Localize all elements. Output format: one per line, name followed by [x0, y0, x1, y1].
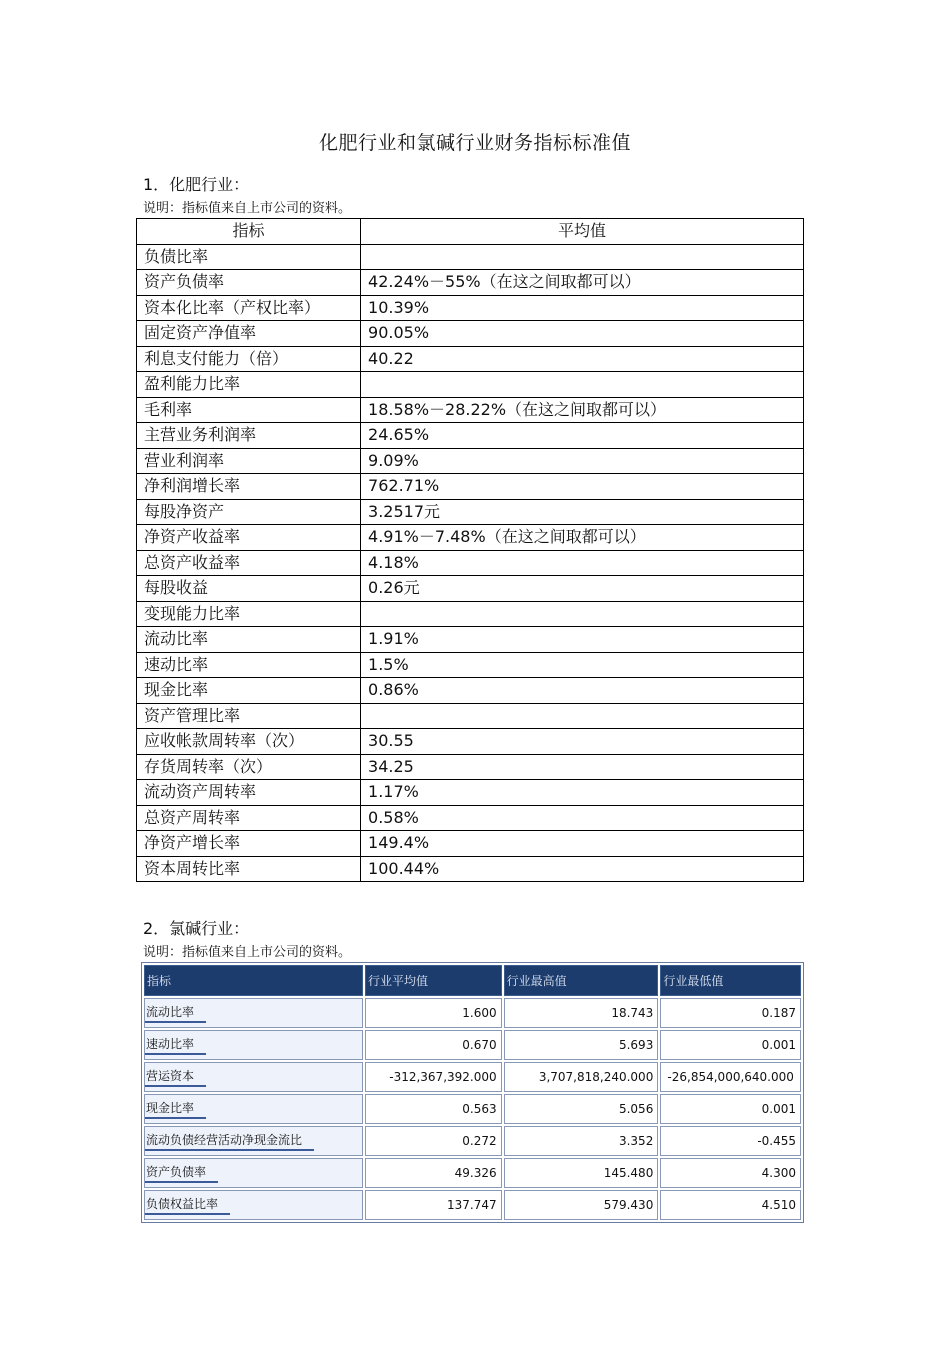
- industry-average-cell: 0.563: [365, 1094, 502, 1124]
- table-row: [137, 244, 804, 270]
- average-value-cell: [361, 244, 804, 270]
- table-row: [137, 627, 804, 653]
- indicator-name-cell: 流动资产周转率: [137, 780, 361, 806]
- table-row: [137, 780, 804, 806]
- indicator-name-cell: 资本周转比率: [137, 856, 361, 882]
- indicator-link[interactable]: 流动比率: [145, 1003, 206, 1023]
- indicator-name-cell: 每股净资产: [137, 499, 361, 525]
- average-value-cell: 90.05%: [361, 321, 804, 347]
- industry-average-cell: 0.272: [365, 1126, 502, 1156]
- indicator-name-cell: [144, 1158, 363, 1188]
- table-row: [144, 1126, 801, 1156]
- header-indicator: 指标: [137, 219, 361, 245]
- average-value-cell: 762.71%: [361, 474, 804, 500]
- industry-average-cell: 137.747: [365, 1190, 502, 1220]
- indicator-name-cell: [144, 1094, 363, 1124]
- industry-min-cell: -0.455: [660, 1126, 801, 1156]
- indicator-link[interactable]: 速动比率: [145, 1035, 206, 1055]
- indicator-name-cell: [144, 1126, 363, 1156]
- indicator-name-cell: 资产管理比率: [137, 703, 361, 729]
- average-value-cell: 0.26元: [361, 576, 804, 602]
- industry-min-cell: 4.510: [660, 1190, 801, 1220]
- header-industry-max: 行业最高值: [504, 965, 659, 996]
- table-row: [137, 499, 804, 525]
- industry-max-cell: 579.430: [504, 1190, 659, 1220]
- average-value-cell: 1.91%: [361, 627, 804, 653]
- average-value-cell: 9.09%: [361, 448, 804, 474]
- industry-average-cell: 0.670: [365, 1030, 502, 1060]
- average-value-cell: [361, 372, 804, 398]
- table-row: [144, 1094, 801, 1124]
- indicator-name-cell: 存货周转率（次）: [137, 754, 361, 780]
- indicator-link[interactable]: 营运资本: [145, 1067, 206, 1087]
- table-row: [144, 1190, 801, 1220]
- indicator-link[interactable]: 现金比率: [145, 1099, 206, 1119]
- industry-max-cell: 3.352: [504, 1126, 659, 1156]
- average-value-cell: 34.25: [361, 754, 804, 780]
- industry-max-cell: 5.056: [504, 1094, 659, 1124]
- average-value-cell: 0.58%: [361, 805, 804, 831]
- header-average: 平均值: [361, 219, 804, 245]
- table-header-row: [144, 965, 801, 996]
- table-row: [137, 550, 804, 576]
- indicator-name-cell: 每股收益: [137, 576, 361, 602]
- fertilizer-table-body: [137, 244, 804, 882]
- table-row: [137, 703, 804, 729]
- indicator-name-cell: 主营业务利润率: [137, 423, 361, 449]
- indicator-name-cell: 净利润增长率: [137, 474, 361, 500]
- page-title: 化肥行业和氯碱行业财务指标标准值: [318, 132, 631, 154]
- industry-min-cell: 4.300: [660, 1158, 801, 1188]
- indicator-name-cell: 利息支付能力（倍）: [137, 346, 361, 372]
- average-value-cell: 1.5%: [361, 652, 804, 678]
- industry-max-cell: 18.743: [504, 998, 659, 1028]
- indicator-name-cell: 营业利润率: [137, 448, 361, 474]
- indicator-name-cell: [144, 1062, 363, 1092]
- average-value-cell: [361, 703, 804, 729]
- table-row: [137, 321, 804, 347]
- indicator-name-cell: 应收帐款周转率（次）: [137, 729, 361, 755]
- indicator-link[interactable]: 负债权益比率: [145, 1195, 230, 1215]
- table-row: [137, 576, 804, 602]
- table-row: [137, 295, 804, 321]
- section-2-heading: 2．氯碱行业：: [143, 919, 250, 938]
- table-row: [137, 397, 804, 423]
- industry-max-cell: 3,707,818,240.000: [504, 1062, 659, 1092]
- table-row: [137, 754, 804, 780]
- table-row: [137, 270, 804, 296]
- table-row: [137, 652, 804, 678]
- industry-min-cell: 0.187: [660, 998, 801, 1028]
- section-1-heading: 1．化肥行业：: [143, 175, 250, 194]
- chlor-alkali-table-body: [144, 998, 801, 1220]
- table-row: [137, 448, 804, 474]
- table-row: [137, 525, 804, 551]
- indicator-name-cell: 变现能力比率: [137, 601, 361, 627]
- industry-max-cell: 145.480: [504, 1158, 659, 1188]
- indicator-name-cell: 流动比率: [137, 627, 361, 653]
- industry-average-cell: 1.600: [365, 998, 502, 1028]
- average-value-cell: 24.65%: [361, 423, 804, 449]
- indicator-name-cell: 速动比率: [137, 652, 361, 678]
- indicator-link[interactable]: 资产负债率: [145, 1163, 218, 1183]
- table-row: [144, 1062, 801, 1092]
- table-row: [144, 1158, 801, 1188]
- average-value-cell: 1.17%: [361, 780, 804, 806]
- fertilizer-indicator-table: [136, 218, 804, 882]
- indicator-name-cell: 盈利能力比率: [137, 372, 361, 398]
- section-2-note: 说明：指标值来自上市公司的资料。: [143, 945, 352, 960]
- average-value-cell: 10.39%: [361, 295, 804, 321]
- average-value-cell: 100.44%: [361, 856, 804, 882]
- section-1-note: 说明：指标值来自上市公司的资料。: [143, 201, 352, 216]
- industry-min-cell: 0.001: [660, 1094, 801, 1124]
- table-row: [137, 805, 804, 831]
- indicator-name-cell: 净资产收益率: [137, 525, 361, 551]
- indicator-name-cell: 总资产收益率: [137, 550, 361, 576]
- indicator-name-cell: 负债比率: [137, 244, 361, 270]
- industry-average-cell: 49.326: [365, 1158, 502, 1188]
- chlor-alkali-indicator-table: [141, 962, 804, 1223]
- indicator-name-cell: [144, 1030, 363, 1060]
- table-row: [137, 346, 804, 372]
- indicator-name-cell: 固定资产净值率: [137, 321, 361, 347]
- average-value-cell: [361, 601, 804, 627]
- table-header-row: [137, 219, 804, 245]
- average-value-cell: 0.86%: [361, 678, 804, 704]
- indicator-name-cell: [144, 998, 363, 1028]
- indicator-name-cell: 总资产周转率: [137, 805, 361, 831]
- indicator-name-cell: 现金比率: [137, 678, 361, 704]
- average-value-cell: 3.2517元: [361, 499, 804, 525]
- indicator-name-cell: 净资产增长率: [137, 831, 361, 857]
- table-row: [137, 423, 804, 449]
- indicator-name-cell: 资本化比率（产权比率）: [137, 295, 361, 321]
- average-value-cell: 40.22: [361, 346, 804, 372]
- table-row: [137, 678, 804, 704]
- header-industry-average: 行业平均值: [365, 965, 502, 996]
- industry-min-cell: 0.001: [660, 1030, 801, 1060]
- header-indicator: 指标: [144, 965, 363, 996]
- average-value-cell: 4.91%－7.48%（在这之间取都可以）: [361, 525, 804, 551]
- table-row: [137, 729, 804, 755]
- industry-min-cell: -26,854,000,640.000: [660, 1062, 801, 1092]
- table-row: [137, 601, 804, 627]
- average-value-cell: 42.24%－55%（在这之间取都可以）: [361, 270, 804, 296]
- table-row: [137, 856, 804, 882]
- industry-average-cell: -312,367,392.000: [365, 1062, 502, 1092]
- average-value-cell: 18.58%－28.22%（在这之间取都可以）: [361, 397, 804, 423]
- indicator-name-cell: 资产负债率: [137, 270, 361, 296]
- indicator-link[interactable]: 流动负债经营活动净现金流比: [145, 1131, 314, 1151]
- indicator-name-cell: [144, 1190, 363, 1220]
- table-row: [144, 998, 801, 1028]
- table-row: [137, 474, 804, 500]
- header-industry-min: 行业最低值: [660, 965, 801, 996]
- industry-max-cell: 5.693: [504, 1030, 659, 1060]
- average-value-cell: 149.4%: [361, 831, 804, 857]
- table-row: [137, 831, 804, 857]
- average-value-cell: 30.55: [361, 729, 804, 755]
- table-row: [137, 372, 804, 398]
- table-row: [144, 1030, 801, 1060]
- average-value-cell: 4.18%: [361, 550, 804, 576]
- indicator-name-cell: 毛利率: [137, 397, 361, 423]
